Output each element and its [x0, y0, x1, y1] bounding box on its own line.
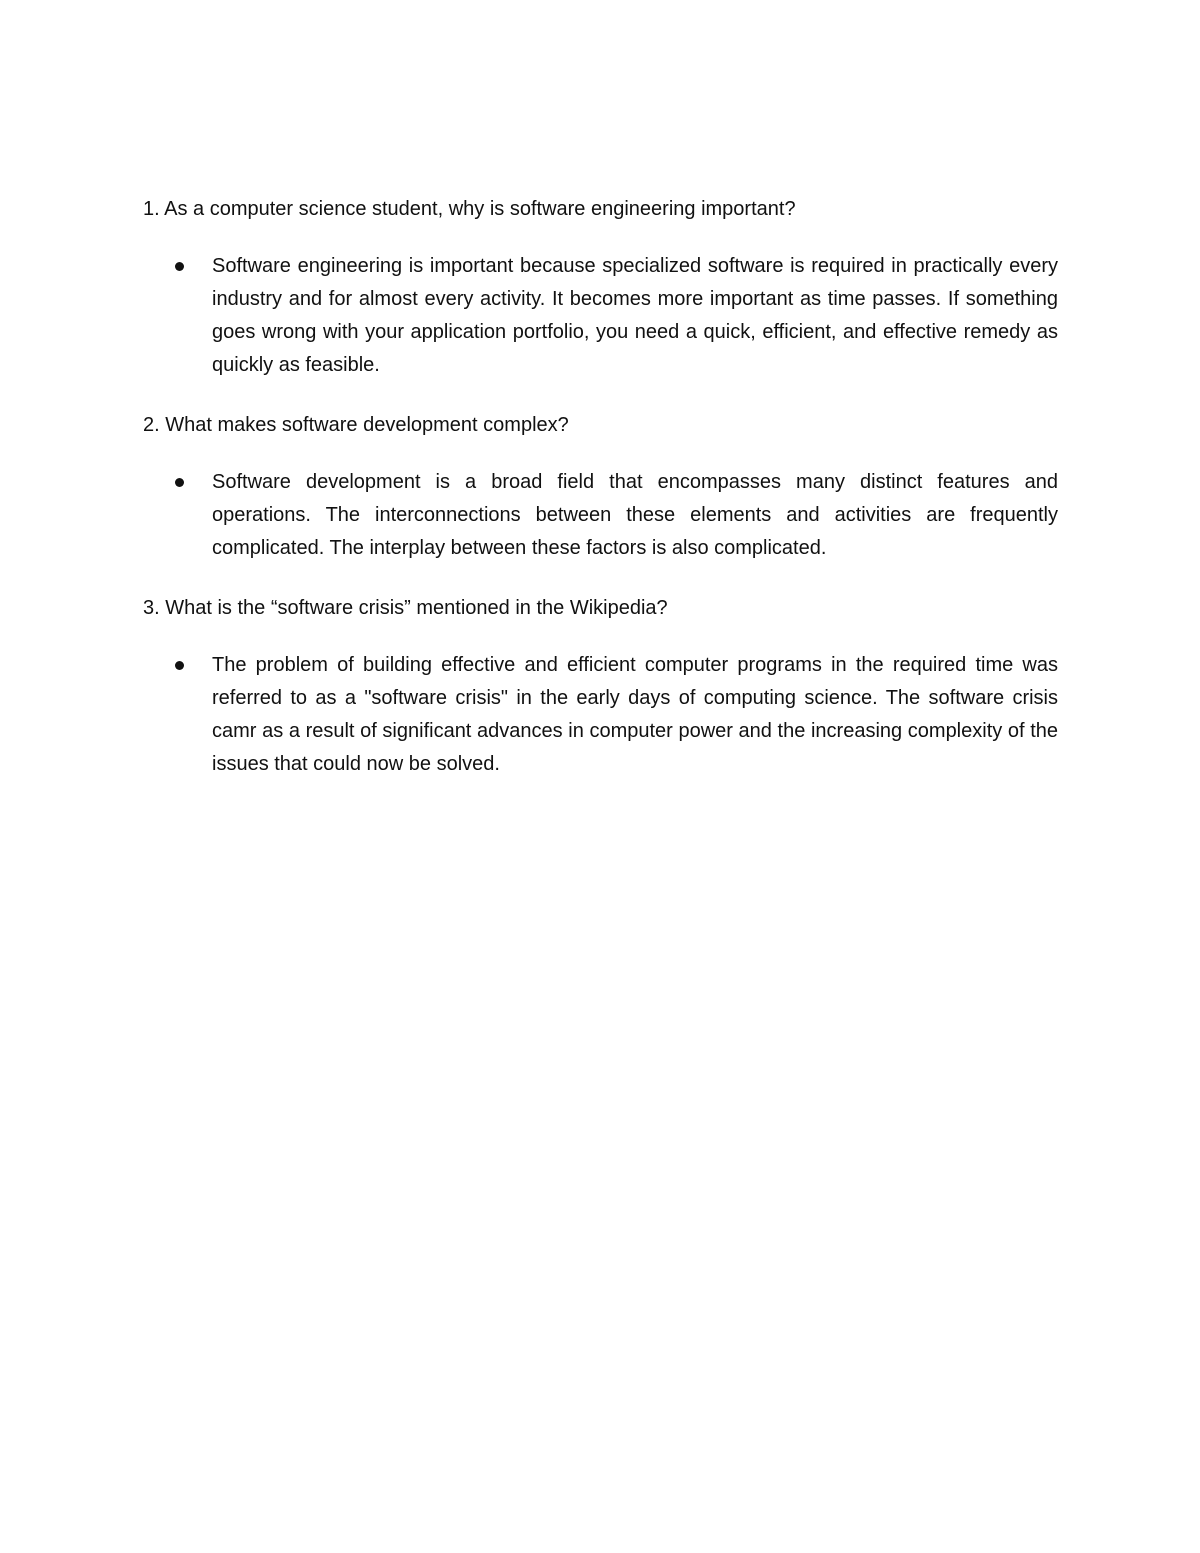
question-1: 1. As a computer science student, why is software engineering important?	[143, 198, 796, 220]
bullet-icon	[175, 262, 184, 271]
answer-1-text: Software engineering is important because specialized software is required in practically every industry and for almost every activity. It becomes more important as time passes. If something goes wrong with your application portfolio, you need a quick, efficient, and effective remedy as quickly as feasible.	[212, 255, 1058, 376]
answer-2-text: Software development is a broad field that encompasses many distinct features and operations. The interconnections between these elements and activities are frequently complicated. The interplay between these factors is also complicated.	[212, 471, 1058, 559]
question-3: 3. What is the “software crisis” mentioned in the Wikipedia?	[143, 597, 668, 619]
answer-2	[143, 466, 1058, 565]
question-2: 2. What makes software development complex?	[143, 414, 569, 436]
bullet-icon	[175, 661, 184, 670]
document-content	[143, 196, 1058, 811]
answer-3-text: The problem of building effective and efficient computer programs in the required time was referred to as a "software crisis" in the early days of computing science. The software crisis camr as a result of significant advances in computer power and the increasing complexity of the issues that could now be solved.	[212, 654, 1058, 775]
answer-1	[143, 250, 1058, 382]
answer-3	[143, 649, 1058, 781]
bullet-icon	[175, 478, 184, 487]
